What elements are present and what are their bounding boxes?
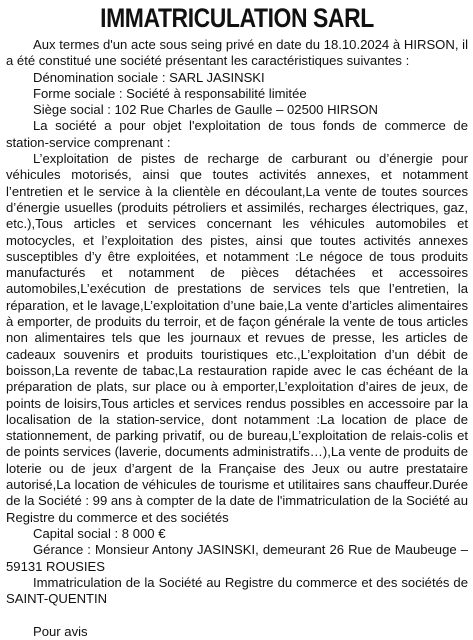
closing-line: Pour avis: [33, 623, 88, 639]
legal-notice: [6, 2, 468, 640]
share-capital-line: Capital social : 8 000 €: [33, 525, 166, 541]
notice-intro-paragraph: Aux termes d'un acte sous seing privé en date du 18.10.2024 à HIRSON, il a été constitué une société présentant les caractéristiques suivantes :: [6, 37, 468, 69]
purpose-details-paragraph: L’exploitation de pistes de recharge de carburant ou d’énergie pour véhicules motorisés, ainsi que toutes activités annexes, et notamment l’entretien et le service à la clientèle en découlant,La vente de toutes sources d’énergie usuelles (produits pétroliers et assimilés, recharges électriques, gaz, etc.),Tous articles et services concernant les véhicules automobiles et motocycles, et l’exploitation des pistes, ainsi que toutes activités annexes susceptibles d’y être exploitées, et notamment :Le négoce de tous produits manufacturés et notamment de pièces détachées et accessoires automobiles,L’exécution de prestations de services tels que l’entretien, la réparation, et le lavage,L’exploitation d’une baie,La vente d’articles alimentaires à emporter, de produits du terroir, et de façon générale la vente de tous articles non alimentaires tels que les journaux et revues de presse, les articles de cadeaux souvenirs et produits touristiques etc.,L’exploitation d’un débit de boisson,La revente de tabac,La restauration rapide avec le cas échéant de la préparation de plats, sur place ou à emporter,L’exploitation d’aires de jeux, de points de loisirs,Tous articles et services rendus possibles en accessoire par la localisation de la station-service, dont notamment :La location de place de stationnement, de parking privatif, ou de bureau,L’exploitation de relais-colis et de points services (laverie, documents administratifs…),La vente de produits de loterie ou de jeux d’argent de la Française des Jeux ou autre prestataire autorisé,La location de véhicules de tourisme et utilitaires sans chauffeur.Durée de la Société : 99 ans à compter de la date de l'immatriculation de la Société au Registre du commerce et des sociétés: [6, 151, 468, 525]
registered-office-line: Siège social : 102 Rue Charles de Gaulle – 02500 HIRSON: [33, 102, 378, 118]
company-name-line: Dénomination sociale : SARL JASINSKI: [33, 69, 265, 85]
notice-title: IMMATRICULATION SARL: [100, 3, 374, 33]
legal-form-line: Forme sociale : Société à responsabilité limitée: [33, 85, 307, 101]
registration-line: Immatriculation de la Société au Registre du commerce et des sociétés de SAINT-QUENTIN: [6, 574, 468, 607]
management-line: Gérance : Monsieur Antony JASINSKI, demeurant 26 Rue de Maubeuge – 59131 ROUSIES: [6, 542, 468, 574]
purpose-intro-line: La société a pour objet l'exploitation de tous fonds de commerce de station-service comprenant :: [6, 118, 468, 150]
notice-body: [6, 37, 468, 640]
blank-line: [6, 607, 468, 623]
